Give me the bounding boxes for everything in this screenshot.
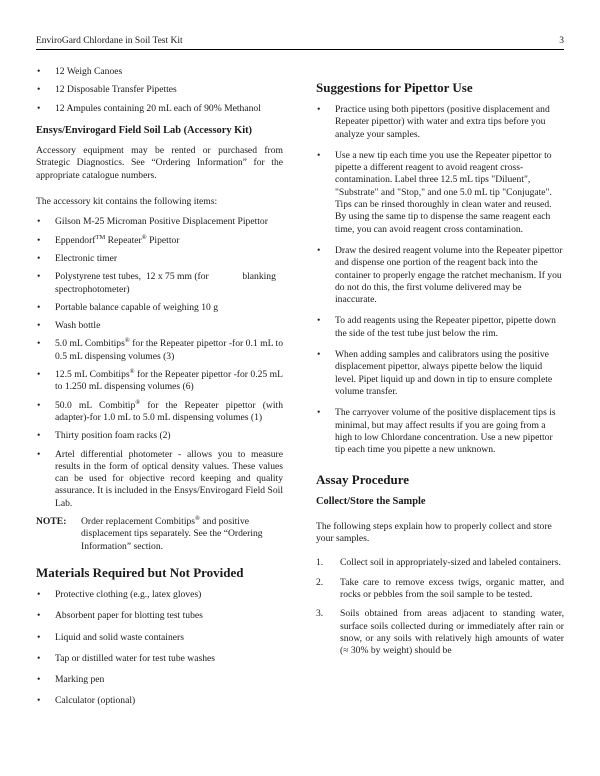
collect-intro: The following steps explain how to properly collect and store your samples.	[316, 520, 552, 545]
step-item: 2. Take care to remove excess twigs, organic matter, and rocks or pebbles from the soil sample to be tested.	[316, 576, 564, 600]
list-item: • Absorbent paper for blotting test tubes	[37, 610, 203, 622]
list-item: • Marking pen	[37, 674, 105, 686]
list-item: • When adding samples and calibrators using the positive displacement pipettor, always pipette below the liquid level. Pipet liquid up and down in tip to ensure complete volume transfer.	[317, 349, 553, 397]
kit-intro: The accessory kit contains the following items:	[36, 196, 218, 208]
right-column	[316, 80, 564, 664]
list-item: • Wash bottle	[37, 320, 101, 332]
collect-store-heading: Collect/Store the Sample	[316, 496, 426, 508]
step-item: 3. Soils obtained from areas adjacent to standing water, surface soils collected during or immediately after rain or snow, or any soils with relatively high amounts of water (≈ 30% by weight) should be	[316, 608, 564, 657]
list-item: • 5.0 mL Combitips® for the Repeater pipettor -for 0.1 mL to 0.5 mL dispensing volumes (3)	[37, 337, 283, 362]
list-item: • Calculator (optional)	[37, 695, 136, 707]
list-item: • Draw the desired reagent volume into the Repeater pipettor and dispense one portion of the reagent back into the container to properly engage the ratchet mechanism. If you do not do this, the first volume delivered may be inaccurate.	[317, 244, 563, 306]
list-item: • Electronic timer	[37, 252, 118, 264]
header-title: EnviroGard Chlordane in Soil Test Kit	[36, 36, 183, 46]
materials-heading: Materials Required but Not Provided	[36, 564, 244, 580]
list-item: • 12 Ampules containing 20 mL each of 90% Methanol	[37, 102, 261, 114]
assay-procedure-heading: Assay Procedure	[316, 472, 410, 488]
list-item: • Gilson M-25 Microman Positive Displacement Pipettor	[37, 216, 268, 228]
materials-list	[36, 589, 283, 708]
left-column	[36, 66, 283, 714]
list-item: • Artel differential photometer - allows you to measure results in the form of optical density values. These values can be used for objective record keeping and quality assurance. It is included in the Ensys/Envirogard Field Soil Lab.	[37, 448, 283, 509]
list-item: • 50.0 mL Combitip® for the Repeater pipettor (with adapter)-for 1.0 mL to 5.0 mL dispensing volumes (1)	[37, 398, 283, 423]
list-item: • Thirty position foam racks (2)	[37, 430, 171, 442]
list-item: • Use a new tip each time you use the Repeater pipettor to pipette a different reagent to avoid reagent cross-contamination. Label three 12.5 mL tips "Diluent", "Substrate" and "Stop," and one 5.0 mL tip "Conjugate". Tips can be rinsed thoroughly in clean water and reused. By using the same tip to dispense the same reagent each time, you can avoid reagent cross contamination.	[317, 149, 552, 235]
list-item: • Liquid and solid waste containers	[37, 631, 184, 643]
accessory-kit-list	[36, 216, 283, 510]
page-number: 3	[559, 36, 564, 46]
list-item: • Polystyrene test tubes, 12 x 75 mm (for blanking spectrophotometer)	[37, 271, 279, 295]
list-item: • Protective clothing (e.g., latex gloves)	[37, 588, 202, 600]
list-item: • To add reagents using the Repeater pipettor, pipette down the side of the test tube just below the rim.	[317, 315, 556, 339]
list-item: • Eppendorf™ Repeater® Pipettor	[37, 233, 180, 246]
page-header	[36, 36, 564, 50]
suggestions-heading: Suggestions for Pipettor Use	[316, 80, 473, 95]
step-item: 1. Collect soil in appropriately-sized and labeled containers.	[316, 557, 561, 569]
accessory-kit-heading: Ensys/Envirogard Field Soil Lab (Accessory Kit)	[36, 124, 253, 136]
note-label: NOTE:	[36, 516, 67, 528]
note-text: Order replacement Combitips® and positive displacement tips separately. See the “Ordering Information” section.	[81, 514, 263, 552]
collection-steps	[316, 557, 564, 657]
list-item: • Practice using both pipettors (positive displacement and Repeater pipettor) with water and extra tips before you analyze your samples.	[317, 104, 550, 140]
list-item: • Tap or distilled water for test tube washes	[37, 652, 215, 664]
kit-contents-list	[36, 66, 283, 115]
list-item: • Portable balance capable of weighing 10 g	[37, 301, 219, 313]
suggestions-list	[316, 104, 564, 456]
accessory-intro: Accessory equipment may be rented or purchased from Strategic Diagnostics. See “Ordering Information” for the appropriate catalogue numbers.	[36, 145, 283, 181]
note-block	[36, 516, 283, 553]
list-item: • 12 Disposable Transfer Pipettes	[37, 84, 177, 96]
list-item: • 12 Weigh Canoes	[37, 66, 123, 77]
list-item: • The carryover volume of the positive displacement tips is minimal, but may affect results if you are going from a high to low Chlordane concentration. Use a new pipettor tip each time you pipette a new unknown.	[317, 407, 556, 456]
list-item: • 12.5 mL Combitips® for the Repeater pipettor -for 0.25 mL to 1.250 mL dispensing volumes (6)	[37, 367, 283, 393]
